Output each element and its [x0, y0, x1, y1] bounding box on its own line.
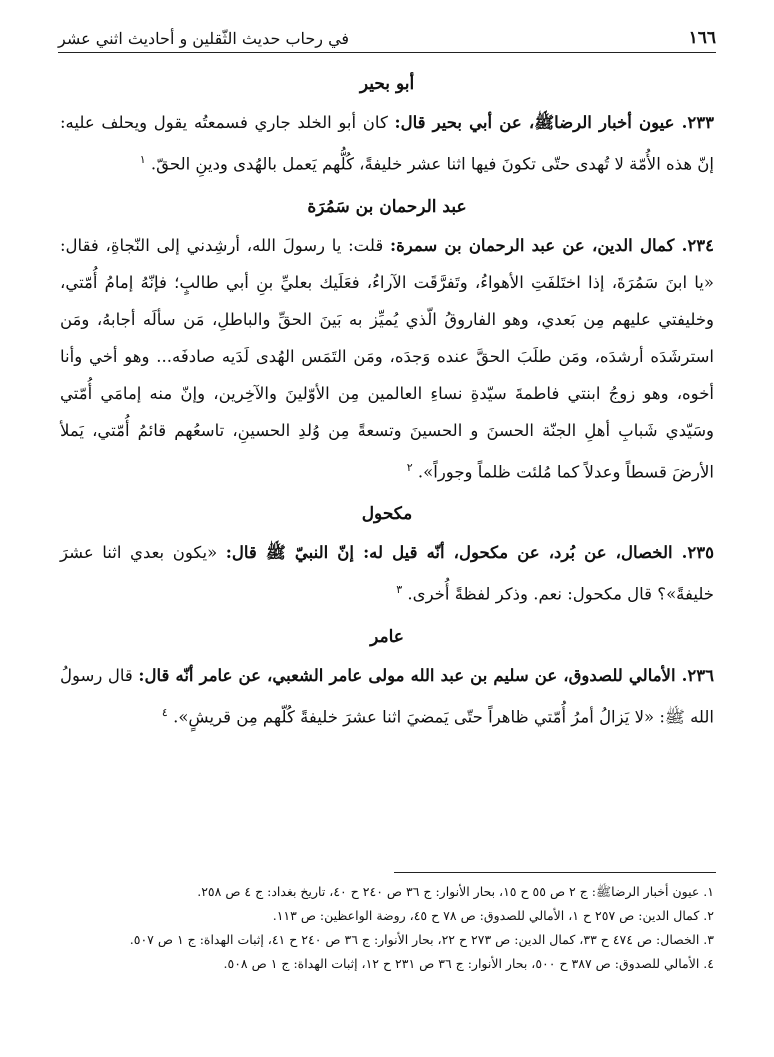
section-heading: عبد الرحمان بن سَمُرَة	[307, 196, 467, 217]
footnote-3: ٣. الخصال: ص ٤٧٤ ح ٣٣، كمال الدين: ص ٢٧٣ ح ٢٢، بحار الأنوار: ج ٣٦ ص ٢٤٠ ح ٤١، إثبات الهداة: ج ١ ص ٥٠٧.	[129, 932, 714, 947]
page-body	[60, 74, 714, 749]
footnote-ref: ١	[139, 153, 146, 166]
hadith-text: «يكون بعدي اثنا عشرَ خليفةً»؟ قال مكحول: نعم. وذكر لفظةً أُخرى.	[60, 543, 714, 604]
footnote-4: ٤. الأمالي للصدوق: ص ٣٨٧ ح ٥٠٠، بحار الأنوار: ج ٣٦ ص ٢٣١ ح ١٢، إثبات الهداة: ج ١ ص ٥٠٨.	[223, 956, 714, 971]
footnote-ref: ٣	[396, 583, 403, 596]
running-title: في رحاب حديث الثّقلين و أحاديث اثني عشر	[58, 29, 350, 48]
hadith-paragraph: ٢٣٥. الخصال، عن بُرد، عن مكحول، أنّه قيل له: إنّ النبيّ ﷺ قال: «يكون بعدي اثنا عشرَ خليفةً»؟ قال مكحول: نعم. وذكر لفظةً أُخرى. $^٣$	[60, 543, 714, 604]
hadith-number: ٢٣٣	[687, 113, 714, 132]
section-heading: أبو بحير	[359, 74, 415, 94]
hadith-text: قال رسولُ الله ﷺ: «لا يَزالُ أمرُ أُمّتي ظاهراً حتّى يَمضيَ اثنا عشرَ خليفةً كُلّهم مِن قريشٍ».	[60, 665, 714, 726]
hadith-source: عيون أخبار الرضاﷺ، عن أبي بحير قال:	[394, 113, 675, 132]
hadith-paragraph: ٢٣٤. كمال الدين، عن عبد الرحمان بن سمرة: قلت: يا رسولَ الله، أرشِدني إلى النّجاةِ، فقال: «يا ابنَ سَمُرَةَ، إذا اختَلفَتِ الأهواءُ، وتَفرَّقَت الآراءُ، فعَلَيك بعليِّ بنِ أبي طالبٍ؛ فإنّهُ إمامُ أُمّتي، وخليفتي عليهم مِن بَعدي، وهو الفاروقُ الّذي يُميِّز به بَينَ الحقِّ والباطلِ، مَن سألَه أجابهُ، ومَن استرشَدَه أرشدَه، ومَن طلَبَ الحقَّ عنده وَجدَه، ومَن التَمَس الهُدى لَدَيه صادفَه... وهو أخي وأنا أخوه، وهو زوجُ ابنتي فاطمةَ سيّدةِ نساءِ العالمين مِن الأوّلينَ والآخِرين، وإنّ منه إمامَي أُمّتي وسَيّدي شَبابِ أهلِ الجنّة الحسنَ و الحسينَ وتسعةً مِن وُلدِ الحسينِ، تاسعُهم قائمُ أُمّتي، يَملأ الأرضَ قسطاً وعدلاً كما مُلئت ظلماً وجوراً». $^٢$	[60, 235, 714, 481]
hadith-number: ٢٣٦	[687, 665, 714, 685]
running-header	[58, 22, 716, 53]
footnote-ref: ٤	[161, 705, 168, 719]
footnote-2: ٢. كمال الدين: ص ٢٥٧ ح ١، الأمالي للصدوق: ص ٧٨ ح ٤٥، روضة الواعظين: ص ١١٣.	[272, 908, 714, 923]
hadith-paragraph: ٢٣٦. الأمالي للصدوق، عن سليم بن عبد الله مولى عامر الشعبي، عن عامر أنّه قال: قال رسولُ الله ﷺ: «لا يَزالُ أمرُ أُمّتي ظاهراً حتّى يَمضيَ اثنا عشرَ خليفةً كُلّهم مِن قريشٍ». $^٤$	[60, 665, 714, 726]
section-abu-bahir	[60, 74, 714, 183]
hadith-text: قلت: يا رسولَ الله، أرشِدني إلى النّجاةِ، فقال: «يا ابنَ سَمُرَةَ، إذا اختَلفَتِ الأهواءُ، وتَفرَّقَت الآراءُ، فعَلَيك بعليِّ بنِ أبي طالبٍ؛ فإنّهُ إمامُ أُمّتي، وخليفتي عليهم مِن بَعدي، وهو الفاروقُ الّذي يُميِّز به بَينَ الحقِّ والباطلِ، مَن سألَه أجابهُ، ومَن استرشَدَه أرشدَه، ومَن طلَبَ الحقَّ عنده وَجدَه، ومَن التَمَس الهُدى لَدَيه صادفَه... وهو أخي وأنا أخوه، وهو زوجُ ابنتي فاطمةَ سيّدةِ نساءِ العالمين مِن الأوّلينَ والآخِرين، وإنّ منه إمامَي أُمّتي وسَيّدي شَبابِ أهلِ الجنّة الحسنَ و الحسينَ وتسعةً مِن وُلدِ الحسينِ، تاسعُهم قائمُ أُمّتي، يَملأ الأرضَ قسطاً وعدلاً كما مُلئت ظلماً وجوراً».	[60, 235, 714, 481]
hadith-number: ٢٣٥	[687, 543, 714, 562]
hadith-paragraph: ٢٣٣. عيون أخبار الرضاﷺ، عن أبي بحير قال: كان أبو الخلد جاري فسمعتُه يقول ويحلف عليه: إنّ هذه الأُمّة لا تُهدى حتّى تكونَ فيها اثنا عشر خليفةً، كُلُّهم يَعمل بالهُدى ودينِ الحقّ. $^١$	[60, 113, 714, 174]
section-abd-al-rahman	[60, 197, 714, 491]
hadith-text: كان أبو الخلد جاري فسمعتُه يقول ويحلف عليه: إنّ هذه الأُمّة لا تُهدى حتّى تكونَ فيها اثنا عشر خليفةً، كُلُّهم يَعمل بالهُدى ودينِ الحقّ.	[60, 113, 714, 174]
hadith-number: ٢٣٤	[687, 235, 714, 255]
section-heading: عامر	[370, 626, 404, 647]
footnote-divider	[394, 872, 716, 873]
section-heading: مكحول	[361, 504, 413, 524]
footnote-1: ١. عيون أخبار الرضاﷺ: ج ٢ ص ٥٥ ح ١٥، بحار الأنوار: ج ٣٦ ص ٢٤٠ ح ٤٠، تاريخ بغداد: ج ٤ ص ٢٥٨.	[197, 884, 714, 899]
section-makhul	[60, 504, 714, 613]
hadith-source: الأمالي للصدوق، عن سليم بن عبد الله مولى عامر الشعبي، عن عامر أنّه قال:	[138, 665, 676, 685]
hadith-source: كمال الدين، عن عبد الرحمان بن سمرة:	[389, 235, 675, 255]
footnote-ref: ٢	[406, 460, 413, 474]
hadith-source: الخصال، عن بُرد، عن مكحول، أنّه قيل له: إنّ النبيّ ﷺ قال:	[225, 543, 673, 562]
footnotes	[60, 880, 714, 976]
section-amir	[60, 627, 714, 736]
page-number: ١٦٦	[688, 28, 716, 48]
